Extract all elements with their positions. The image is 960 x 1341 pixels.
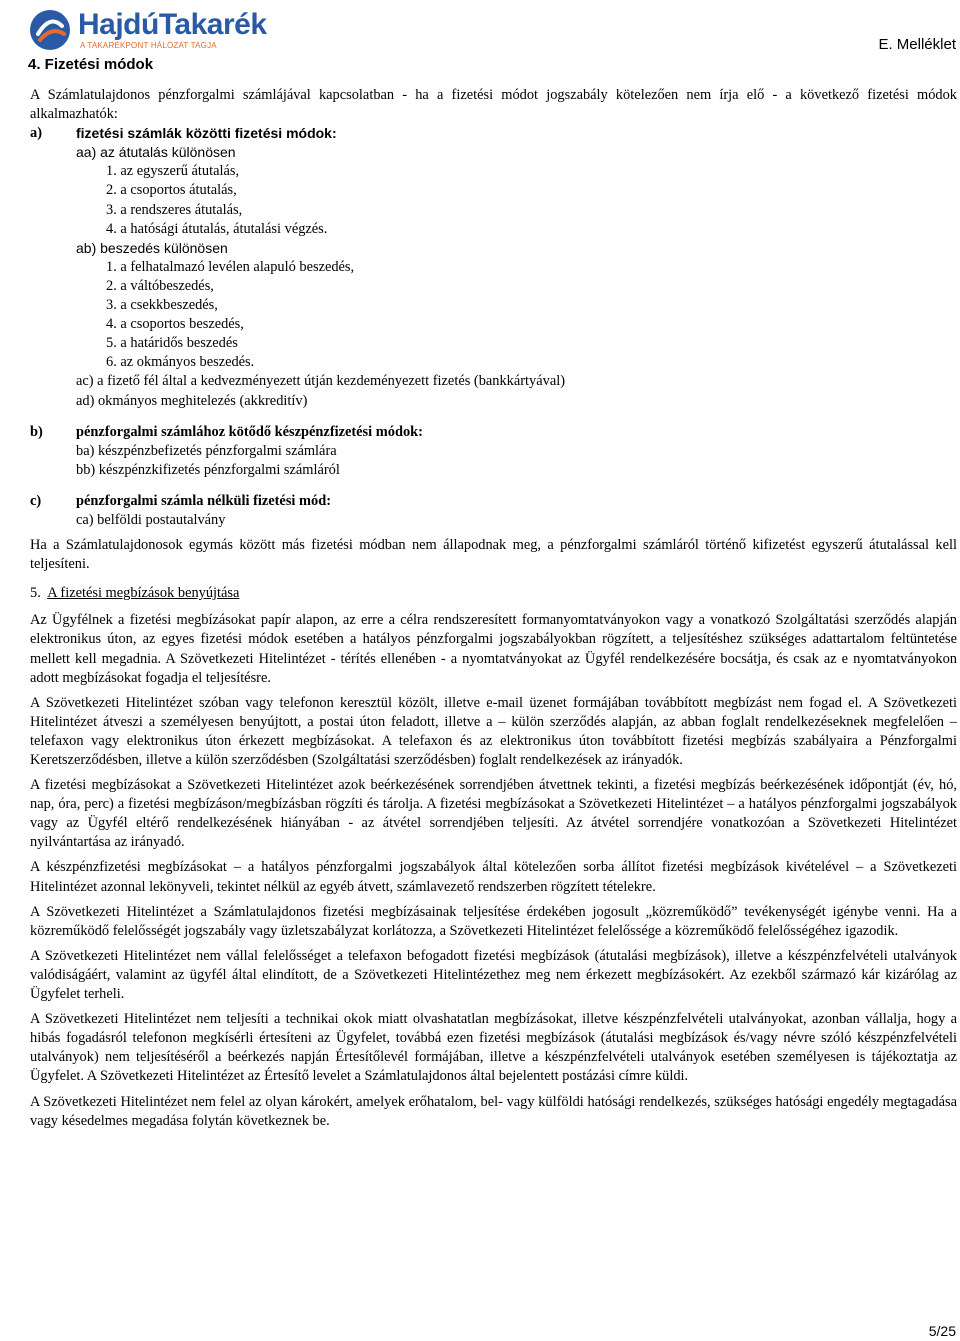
aa-item: 2. a csoportos átutalás, [106, 182, 237, 199]
section-5-paragraph: A Szövetkezeti Hitelintézet nem teljesíti a technikai okok miatt olvashatatlan megbízásokat, illetve készpénzfelvételi utalványokat, azonban vállalja, hogy a hibás fogadásról telefonon megkísérli értesíteni az Ügyfelet, továbbá ezen fizetési megbízások (átutalási megbízások és/vagy névre szóló készpénzfelvételi utalványok) nem teljesítéséről a beérkezés napján Értesítőlevél formájában, illetve a készpénzfelvételi utalványok esetében személyesen is tájékoztatja az Ügyfelet. A Szövetkezeti Hitelintézet az Értesítő levelet a Számlatulajdonos által bejelentett postázási címre küldi. [30, 1011, 957, 1085]
ab-item: 1. a felhatalmazó levélen alapuló beszedés, [106, 258, 355, 275]
subsection-a-header [30, 124, 957, 143]
section-5-heading [30, 584, 957, 603]
company-logo [28, 6, 267, 52]
annex-label: E. Melléklet [878, 36, 956, 53]
section-5-paragraph: A Szövetkezeti Hitelintézet szóban vagy telefonon keresztül közölt, illetve e-mail üzenet formájában továbbított megbízást nem fogad el. A Szövetkezeti Hitelintézet átveszi a személyesen benyújtott, a postai úton feladott, illetve a – külön szerződés alapján, az abban foglalt rendelkezéseknek megfelelően – telefaxon vagy elektronikus úton érkezett megbízásokat. A telefaxon és az elektronikus úton továbbított fizetési megbízás szabályaira a Pénzforgalmi Keretszerződésben, illetve a külön szerződésben (Szolgáltatási szerződésben) foglalt rendelkezések az irányadók. [30, 694, 957, 768]
subsection-b-title: pénzforgalmi számlához kötődő készpénzfizetési módok: [76, 423, 423, 440]
ab-item: 5. a határidős beszedés [106, 335, 238, 352]
item-ac: ac) a fizető fél által a kedvezményezett útján kezdeményezett fizetés (bankkártyával) [76, 373, 566, 390]
section-4-title: 4. Fizetési módok [28, 56, 154, 73]
subsection-c-letter: c) [30, 492, 42, 509]
subsection-a-letter: a) [30, 125, 42, 142]
item-ca: ca) belföldi postautalvány [76, 511, 226, 528]
logo-brand: HajdúTakarék [78, 8, 267, 41]
subsection-c-title: pénzforgalmi számla nélküli fizetési mód: [76, 492, 331, 509]
subsection-b-header [30, 423, 957, 442]
ab-item: 6. az okmányos beszedés. [106, 354, 255, 371]
subsection-a-title: fizetési számlák közötti fizetési módok: [76, 125, 337, 142]
item-bb: bb) készpénzkifizetés pénzforgalmi számláról [76, 461, 340, 478]
ab-item: 3. a csekkbeszedés, [106, 297, 218, 314]
section-4-intro: A Számlatulajdonos pénzforgalmi számlájával kapcsolatban - ha a fizetési módot jogszabály kötelezően nem írja elő - a következő fizetési módok alkalmazhatók: [30, 87, 957, 123]
section-5-paragraph: A fizetési megbízásokat a Szövetkezeti Hitelintézet azok beérkezésének sorrendjében átvettnek tekinti, a fizetési megbízás beérkezésének időpontját (év, hó, nap, óra, perc) a fizetési megbízáson/megbízásban rögzíti és tárolja. A fizetési megbízásokat a Szövetkezeti Hitelintézet – a hatályos pénzforgalmi jogszabályok vagy az Ügyfél eltérő rendelkezésének hiányában - az átvétel sorrendjében teljesíti. Az átvétel sorrendjére vonatkozóan a Szövetkezeti Hitelintézet nyilvántartása az irányadó. [30, 777, 957, 851]
section-5-paragraph: A Szövetkezeti Hitelintézet nem felel az olyan károkért, amelyek erőhatalom, bel- vagy külföldi hatósági rendelkezés, szükséges hatósági engedély megtagadása vagy késedelmes megadása folytán következnek be. [30, 1093, 957, 1129]
logo-tagline: A TAKARÉKPONT HÁLÓZAT TAGJA [80, 41, 217, 50]
aa-item: 3. a rendszeres átutalás, [106, 201, 243, 218]
section-5-paragraph: A Szövetkezeti Hitelintézet nem vállal felelősséget a telefaxon befogadott fizetési megbízások (átutalási megbízások), illetve a készpénzfelvételi utalványok valódiságáért, valamint az ügyfél által elindított, de a Szövetkezeti Hitelintézethez meg nem érkezett megbízásokért. Az ezekből származó kár kizárólag az Ügyfelet terheli. [30, 947, 957, 1003]
document-body [30, 86, 957, 1131]
item-ab: ab) beszedés különösen [76, 239, 228, 256]
logo-mark-icon [28, 8, 72, 52]
aa-item: 1. az egyszerű átutalás, [106, 163, 240, 180]
section-5-paragraph: A Szövetkezeti Hitelintézet a Számlatulajdonos fizetési megbízásainak teljesítése érdekében jogosult „közreműködő” tevékenységét igénybe venni. Ha a közreműködő felelősségét jogszabály vagy üzletszabályzat korlátozza, a Szövetkezeti Hitelintézet felelőssége a közreműködő felelősségéhez igazodik. [30, 903, 957, 939]
section-5-paragraph: A készpénzfizetési megbízásokat – a hatályos pénzforgalmi jogszabályok által kötelezően sorba állítot fizetési megbízások kivételével – a Szövetkezeti Hitelintézet azonnal lekönyveli, tekintet nélkül az egyéb átvett, számlavezető rendszerben rögzített tételekre. [30, 859, 957, 895]
section-5-title: A fizetési megbízások benyújtása [47, 585, 240, 602]
page-number: 5/25 [928, 1323, 956, 1339]
ab-item: 2. a váltóbeszedés, [106, 277, 214, 294]
item-ba: ba) készpénzbefizetés pénzforgalmi számlára [76, 442, 337, 459]
subsection-b-letter: b) [30, 423, 43, 440]
section-5-paragraph: Az Ügyfélnek a fizetési megbízásokat papír alapon, az erre a célra rendszeresített formanyomtatványokon vagy a vonatkozó Szolgáltatási szerződés alapján elektronikus úton, az egyes fizetési módok esetében a hatályos pénzforgalmi jogszabályokban rögzített, a teljesítéshez szükséges adattartalom feltüntetése mellett kell megadnia. A Szövetkezeti Hitelintézet - térítés ellenében - a nyomtatványokat az Ügyfél rendelkezésére bocsátja, és csak az e nyomtatványokon adott megbízásokat fogadja el teljesítésre. [30, 612, 957, 686]
aa-item: 4. a hatósági átutalás, átutalási végzés. [106, 220, 328, 237]
section-5-number: 5. [30, 585, 41, 602]
section-4-closing: Ha a Számlatulajdonosok egymás között más fizetési módban nem állapodnak meg, a pénzforgalmi számláról történő kifizetést egyszerű átutalással kell teljesíteni. [30, 537, 957, 573]
subsection-c-header [30, 492, 957, 511]
item-ad: ad) okmányos meghitelezés (akkreditív) [76, 392, 308, 409]
item-aa: aa) az átutalás különösen [76, 144, 236, 161]
ab-item: 4. a csoportos beszedés, [106, 316, 244, 333]
